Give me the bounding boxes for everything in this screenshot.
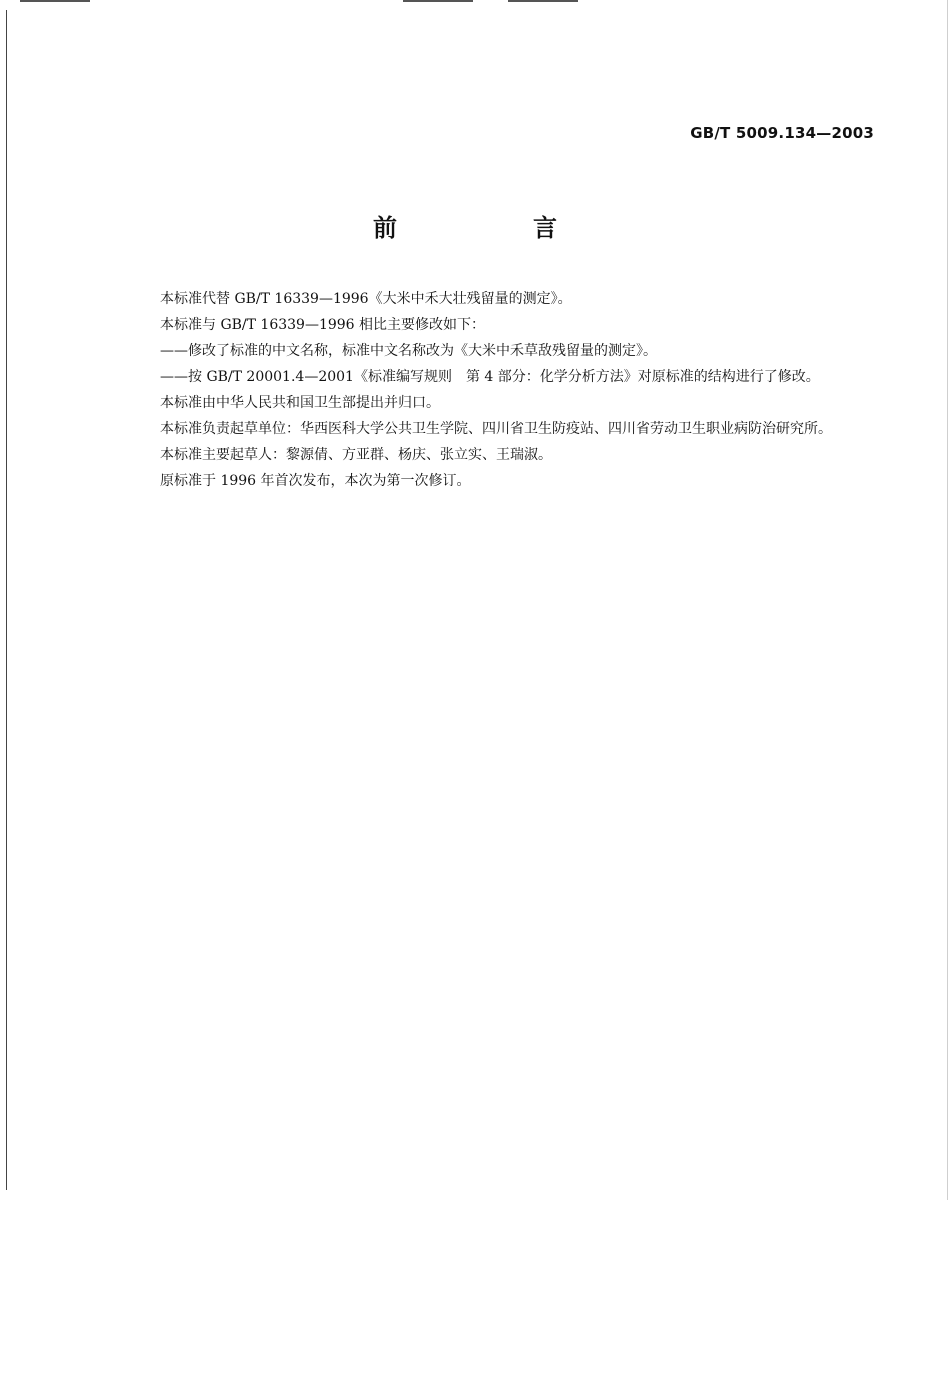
change-item: ——修改了标准的中文名称，标准中文名称改为《大米中禾草敌残留量的测定》。 bbox=[160, 343, 657, 359]
scan-edge-right bbox=[947, 0, 948, 1200]
paragraph: 本标准由中华人民共和国卫生部提出并归口。 bbox=[160, 395, 440, 411]
paragraph: 本标准与 GB/T 16339—1996 相比主要修改如下： bbox=[160, 317, 486, 333]
page-title: 前 言 bbox=[373, 214, 613, 242]
standard-number: GB/T 5009.134—2003 bbox=[690, 124, 874, 142]
change-item: ——按 GB/T 20001.4—2001《标准编写规则 第 4 部分：化学分析方法》对原标准的结构进行了修改。 bbox=[160, 369, 820, 385]
top-rule bbox=[20, 0, 90, 2]
paragraph: 原标准于 1996 年首次发布，本次为第一次修订。 bbox=[160, 473, 471, 489]
top-rule bbox=[508, 0, 578, 2]
paragraph: 本标准负责起草单位：华西医科大学公共卫生学院、四川省卫生防疫站、四川省劳动卫生职业病防治研究所。 bbox=[160, 421, 832, 437]
paragraph: 本标准主要起草人：黎源倩、方亚群、杨庆、张立实、王瑞淑。 bbox=[160, 447, 552, 463]
top-rule bbox=[403, 0, 473, 2]
paragraph: 本标准代替 GB/T 16339—1996《大米中禾大壮残留量的测定》。 bbox=[160, 291, 572, 307]
foreword-body bbox=[120, 286, 878, 494]
scan-edge-left bbox=[6, 10, 7, 1190]
